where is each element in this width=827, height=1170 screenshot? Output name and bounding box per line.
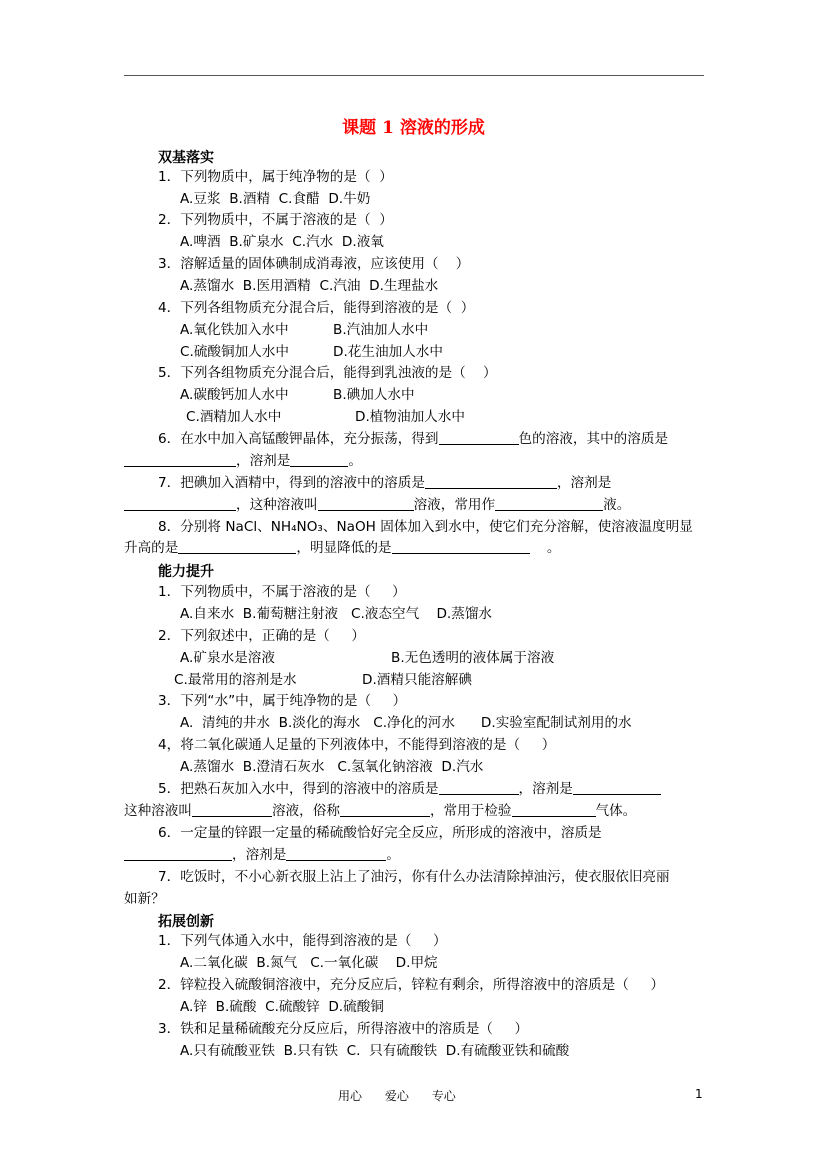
basic-q7-line1: 7．把碘加入酒精中，得到的溶液中的溶质是 ，溶剂是	[158, 475, 612, 491]
answer-blank[interactable]	[512, 802, 596, 817]
ability-q2-option-b: B.无色透明的液体属于溶液	[391, 650, 555, 666]
footer-motto: 用心 爱心 专心	[338, 1089, 456, 1103]
answer-blank[interactable]	[573, 780, 661, 795]
basic-q5: 5．下列各组物质充分混合后，能得到乳浊液的是（ ）	[158, 365, 497, 381]
ability-q6-line2: ，溶剂是 。	[124, 846, 400, 864]
section-ability-heading: 能力提升	[158, 564, 214, 580]
ability-q3: 3．下列“水”中，属于纯净物的是（ ）	[158, 693, 407, 709]
extend-q1: 1．下列气体通入水中，能得到溶液的是（ ）	[158, 933, 447, 949]
basic-q5-option-d: D.植物油加人水中	[355, 409, 465, 425]
ability-q7-line1: 7．吃饭时，不小心新衣服上沾上了油污，你有什么办法清除掉油污，使衣服依旧亮丽	[158, 869, 670, 885]
basic-q5-option-a: A.碳酸钙加人水中	[180, 387, 289, 403]
answer-blank[interactable]	[124, 846, 232, 861]
basic-q8-line1: 8．分别将 NaCl、NH₄NO₃、NaOH 固体加入到水中，使它们充分溶解，使溶液温度明显	[158, 519, 693, 535]
basic-q5-option-c: C.酒精加人水中	[186, 409, 282, 425]
extend-q1-options: A.二氧化碳 B.氮气 C.一氧化碳 D.甲烷	[180, 955, 438, 971]
basic-q6-line2: ，溶剂是 。	[124, 452, 362, 470]
ability-q4-options: A.蒸馏水 B.澄清石灰水 C.氢氧化钠溶液 D.汽水	[180, 759, 484, 775]
section-basic-heading: 双基落实	[158, 150, 214, 166]
answer-blank[interactable]	[425, 474, 557, 489]
extend-q3: 3．铁和足量稀硫酸充分反应后，所得溶液中的溶质是（ ）	[158, 1021, 529, 1037]
basic-q7-line2: ，这种溶液叫 溶液，常用作 液。	[124, 496, 630, 514]
basic-q4-option-d: D.花生油加人水中	[333, 344, 443, 360]
basic-q6-line1: 6．在水中加入高锰酸钾晶体，充分振荡，得到 色的溶液，其中的溶质是	[158, 431, 669, 447]
answer-blank[interactable]	[124, 496, 236, 511]
ability-q1-options: A.自来水 B.葡萄糖注射液 C.液态空气 D.蒸馏水	[180, 606, 493, 622]
extend-q2-options: A.锌 B.硫酸 C.硫酸锌 D.硫酸铜	[180, 999, 384, 1015]
ability-q2: 2．下列叙述中，正确的是（ ）	[158, 628, 365, 644]
basic-q4-option-c: C.硫酸铜加人水中	[180, 344, 289, 360]
section-extend-heading: 拓展创新	[158, 914, 214, 930]
ability-q3-options: A. 清纯的井水 B.淡化的海水 C.净化的河水 D.实验室配制试剂用的水	[180, 715, 632, 731]
basic-q4-option-b: B.汽油加人水中	[333, 322, 429, 338]
ability-q7-line2: 如新？	[124, 891, 165, 907]
answer-blank[interactable]	[286, 846, 386, 861]
basic-q3: 3．溶解适量的固体碘制成消毒液，应该使用（ ）	[158, 256, 470, 272]
basic-q2-options: A.啤酒 B.矿泉水 C.汽水 D.液氧	[180, 234, 384, 250]
header-rule	[124, 75, 704, 76]
basic-q8-line2: 升高的是 ，明显降低的是 。	[124, 540, 561, 556]
answer-blank[interactable]	[290, 452, 348, 467]
answer-blank[interactable]	[124, 452, 236, 467]
basic-q5-option-b: B.碘加人水中	[333, 387, 415, 403]
ability-q1: 1．下列物质中，不属于溶液的是（ ）	[158, 584, 406, 600]
ability-q2-option-d: D.酒精只能溶解碘	[362, 672, 472, 688]
ability-q4: 4，将二氧化碳通人足量的下列液体中，不能得到溶液的是（ ）	[158, 737, 556, 753]
answer-blank[interactable]	[439, 780, 519, 795]
answer-blank[interactable]	[318, 496, 414, 511]
basic-q2: 2．下列物质中，不属于溶液的是（ ）	[158, 212, 393, 228]
page-title: 课题 1 溶液的形成	[342, 118, 485, 138]
page-number: 1	[695, 1087, 703, 1101]
basic-q1-options: A.豆浆 B.酒精 C.食醋 D.牛奶	[180, 191, 371, 207]
ability-q2-option-c: C.最常用的溶剂是水	[174, 672, 297, 688]
ability-q2-option-a: A.矿泉水是溶液	[180, 650, 275, 666]
answer-blank[interactable]	[340, 802, 430, 817]
answer-blank[interactable]	[178, 539, 296, 554]
answer-blank[interactable]	[192, 802, 272, 817]
basic-q4-option-a: A.氧化铁加入水中	[180, 322, 289, 338]
answer-blank[interactable]	[439, 430, 519, 445]
basic-q4: 4．下列各组物质充分混合后，能得到溶液的是（ ）	[158, 300, 475, 316]
ability-q6-line1: 6．一定量的锌跟一定量的稀硫酸恰好完全反应，所形成的溶液中，溶质是	[158, 825, 602, 841]
ability-q5-line2: 这种溶液叫 溶液，俗称 ，常用于检验 气体。	[124, 803, 637, 819]
extend-q2: 2．锌粒投入硫酸铜溶液中，充分反应后，锌粒有剩余，所得溶液中的溶质是（ ）	[158, 977, 665, 993]
answer-blank[interactable]	[392, 539, 530, 554]
ability-q5-line1: 5．把熟石灰加入水中，得到的溶液中的溶质是 ，溶剂是	[158, 780, 661, 798]
extend-q3-options: A.只有硫酸亚铁 B.只有铁 C. 只有硫酸铁 D.有硫酸亚铁和硫酸	[180, 1043, 570, 1059]
basic-q3-options: A.蒸馏水 B.医用酒精 C.汽油 D.生理盐水	[180, 278, 439, 294]
answer-blank[interactable]	[495, 496, 603, 511]
basic-q1: 1．下列物质中，属于纯净物的是（ ）	[158, 169, 393, 185]
